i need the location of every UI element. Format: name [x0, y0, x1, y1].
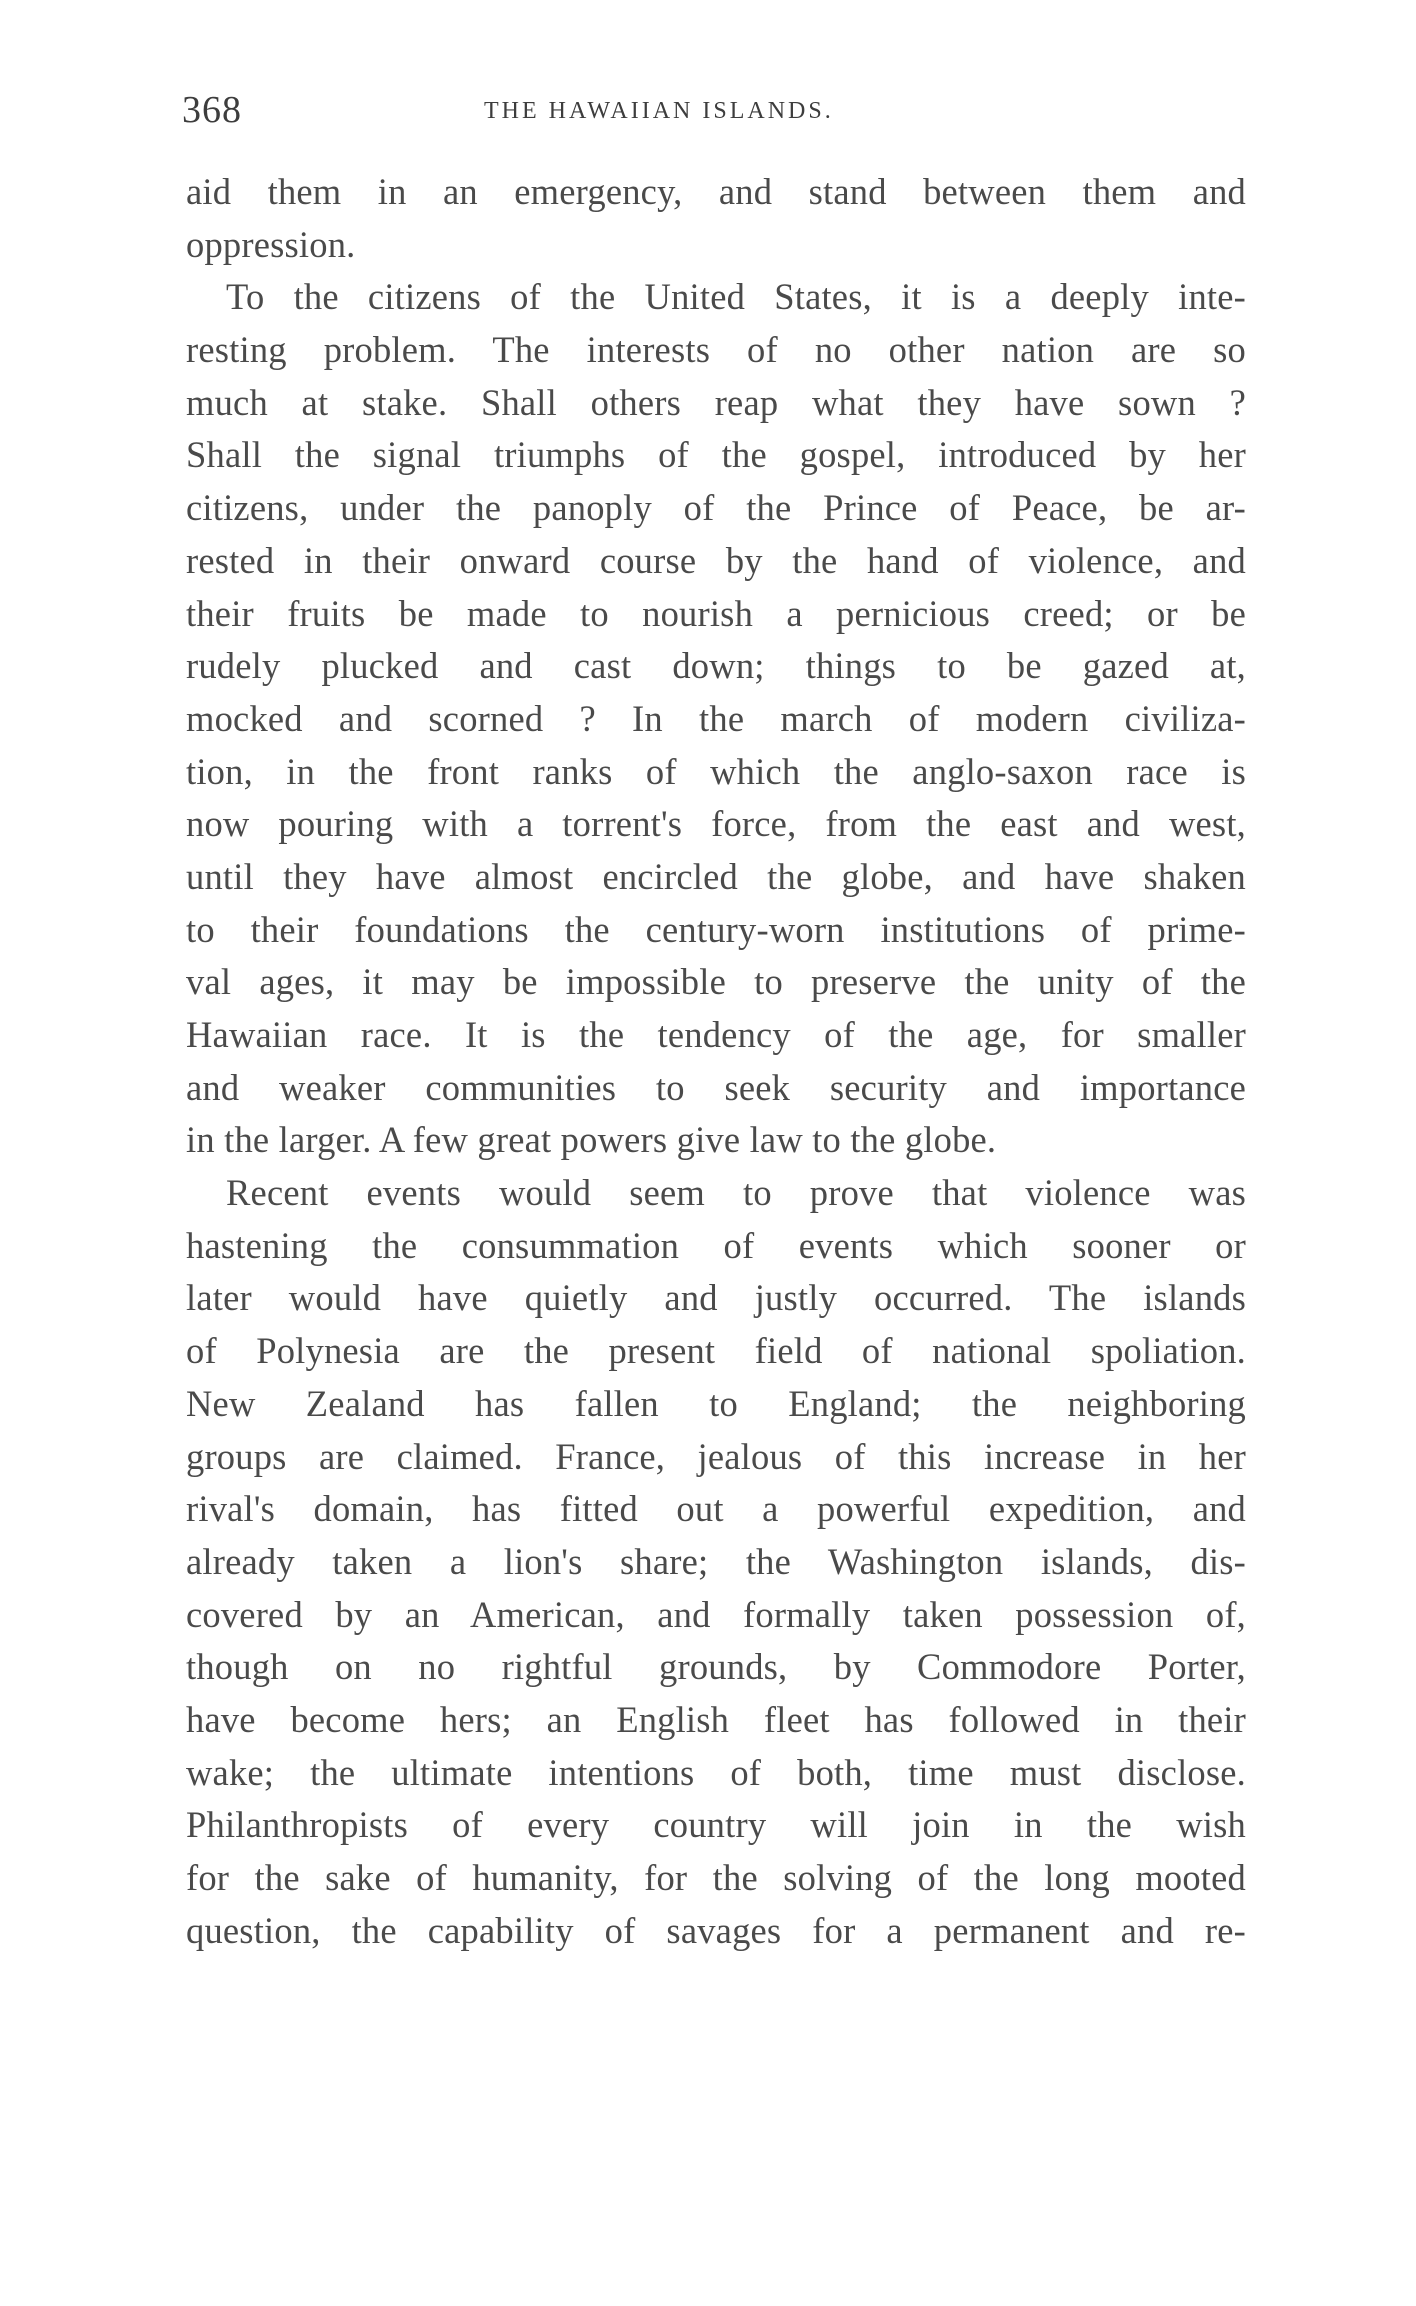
text-line: have become hers; an English fleet has followed in their: [186, 1698, 1246, 1740]
text-line: rival's domain, has fitted out a powerful expedition, and: [186, 1488, 1246, 1530]
text-line: rudely plucked and cast down; things to be gazed at,: [186, 645, 1246, 687]
text-line: much at stake. Shall others reap what they have sown ?: [186, 381, 1246, 423]
text-line: hastening the consummation of events which sooner or: [186, 1224, 1246, 1266]
text-line: to their foundations the century-worn institutions of prime-: [186, 908, 1246, 950]
text-line: Recent events would seem to prove that violence was: [226, 1172, 1246, 1214]
text-line: New Zealand has fallen to England; the neighboring: [186, 1382, 1246, 1424]
text-line: rested in their onward course by the hand of violence, and: [186, 539, 1246, 581]
text-line: citizens, under the panoply of the Prince of Peace, be ar-: [186, 487, 1246, 529]
body-text: [186, 166, 1246, 1957]
text-line: later would have quietly and justly occurred. The islands: [186, 1277, 1246, 1319]
text-line: wake; the ultimate intentions of both, time must disclose.: [186, 1751, 1246, 1793]
text-line: mocked and scorned ? In the march of modern civiliza-: [186, 697, 1246, 739]
text-line: tion, in the front ranks of which the anglo-saxon race is: [186, 750, 1246, 792]
text-line: resting problem. The interests of no other nation are so: [186, 329, 1246, 371]
text-line: their fruits be made to nourish a pernicious creed; or be: [186, 592, 1246, 634]
running-title: THE HAWAIIAN ISLANDS.: [484, 98, 834, 124]
text-line: for the sake of humanity, for the solving of the long mooted: [186, 1857, 1246, 1898]
text-line: and weaker communities to seek security and importance: [186, 1066, 1246, 1108]
text-line: covered by an American, and formally taken possession of,: [186, 1593, 1246, 1635]
text-line: Hawaiian race. It is the tendency of the age, for smaller: [186, 1014, 1246, 1055]
text-line: Shall the signal triumphs of the gospel, introduced by her: [186, 434, 1246, 476]
text-line: oppression.: [186, 223, 356, 265]
text-line: Philanthropists of every country will join in the wish: [186, 1804, 1246, 1846]
text-line: though on no rightful grounds, by Commodore Porter,: [186, 1646, 1246, 1688]
text-line: until they have almost encircled the globe, and have shaken: [186, 855, 1246, 897]
text-line: aid them in an emergency, and stand between them and: [186, 171, 1246, 212]
text-line: already taken a lion's share; the Washington islands, dis-: [186, 1540, 1246, 1582]
text-line: val ages, it may be impossible to preserve the unity of the: [186, 961, 1246, 1003]
text-line: of Polynesia are the present field of national spoliation.: [186, 1330, 1246, 1372]
text-line: in the larger. A few great powers give law to the globe.: [186, 1119, 997, 1161]
text-line: now pouring with a torrent's force, from the east and west,: [186, 803, 1246, 845]
text-line: To the citizens of the United States, it is a deeply inte-: [226, 276, 1246, 318]
page-number: 368: [182, 89, 242, 131]
page-header: [182, 88, 1264, 138]
text-line: groups are claimed. France, jealous of this increase in her: [186, 1435, 1246, 1477]
text-line: question, the capability of savages for a permanent and re-: [186, 1909, 1246, 1951]
